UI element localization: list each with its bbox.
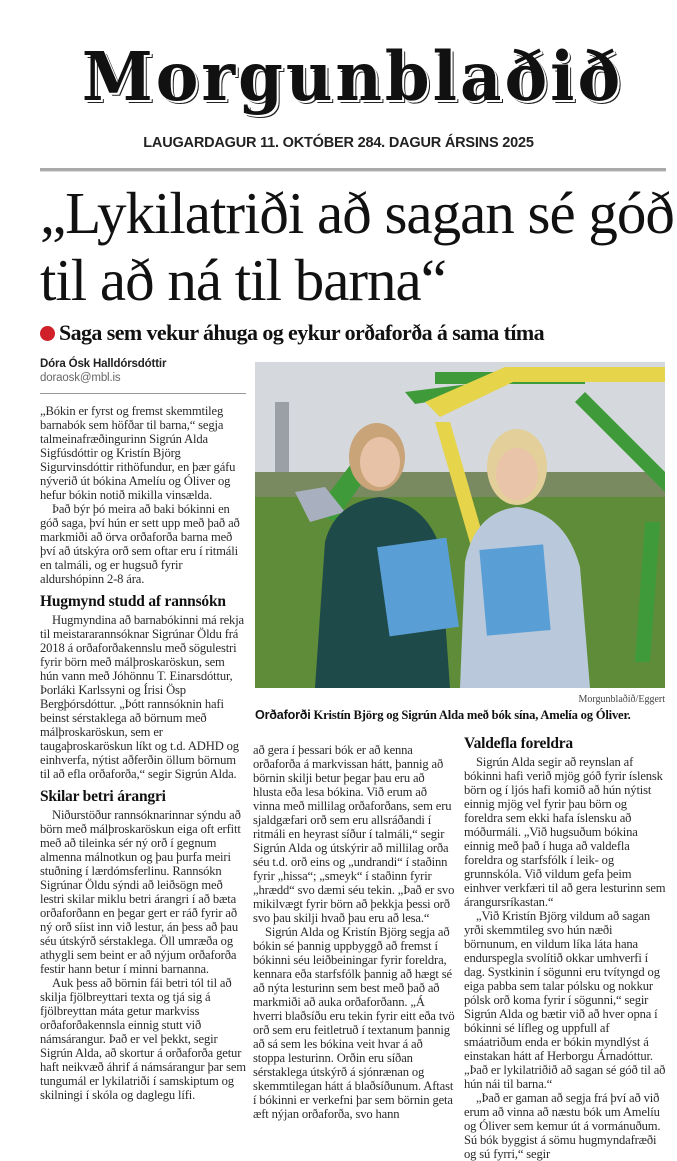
dateline: LAUGARDAGUR 11. OKTÓBER 284. DAGUR ÁRSINS 2025 xyxy=(143,135,534,151)
photo-credit: Morgunblaðið/Eggert xyxy=(578,694,665,705)
caption-text: Kristín Björg og Sigrún Alda með bók sína, Amelía og Óliver. xyxy=(313,708,631,722)
newspaper-logo: Morgunblaðið xyxy=(81,38,624,117)
paragraph: Niðurstöður rannsóknarinnar sýndu að börn með málþroskaröskun eiga oft erfitt með að tileinka sér ný orð í gegnum almenna málnotkun og þau þurfa meiri stuðning í lærdómsferlinu. Rannsókn Sigrúnar Öldu sýndi að leiðsögn með lestri skilar miklu betri árangri í að bæta orðaforðann en þegar gert er ráð fyrir að ný orð síist inn við lestur, án þess að þau séu útskýrð sérstaklega. Öll umræða og athygli sem beint er að nýjum orðaforða festir hann betur í minni barnanna. xyxy=(40,808,241,976)
section-heading: Hugmynd studd af rannsókn xyxy=(40,593,226,610)
photo-illustration xyxy=(255,362,665,688)
article-photo xyxy=(255,362,665,688)
article-column-3 xyxy=(464,728,667,1161)
paragraph: Sigrún Alda segir að reynslan af bókinni hafi verið mjög góð fyrir íslensk börn og í ljós hafi komið að hún nýtist einnig mjög vel fyrir þau börn og foreldra sem ekki hafa íslensku að móðurmáli. „Við hugsuðum bókina einnig með það í huga að valdefla foreldra og starfsfólk í leik- og grunnskóla. Við vildum gefa þeim einhver verkfæri til að gera lesturinn sem árangursríkastan.“ xyxy=(464,755,666,909)
section-heading: Valdefla foreldra xyxy=(464,735,573,752)
section-heading: Skilar betri árangri xyxy=(40,788,166,805)
article-column-2 xyxy=(253,743,456,1121)
article-column-1 xyxy=(40,357,246,1102)
paragraph: Auk þess að börnin fái betri tól til að skilja fjölbreyttari texta og tjá sig á fjölbreyttan máta getur markviss orðaforðakennsla einnig stutt við námsárangur. Það er vel þekkt, segir Sigrún Alda, að skortur á orðaforða getur haft neikvæð áhrif á námsárangur þar sem tungumál er lykilatriði í samskiptum og skilningi í skóla og daglegu lífi. xyxy=(40,976,246,1102)
paragraph: „Það er gaman að segja frá því að við erum að vinna að næstu bók um Amelíu og Óliver sem kemur út á vormánuðum. Sú bók byggist á sömu hugmyndafræði og sú fyrri,“ segir xyxy=(464,1091,661,1161)
photo-caption xyxy=(255,708,675,723)
paragraph: „Bókin er fyrst og fremst skemmtileg barnabók sem höfðar til barna,“ segja talmeinafræðingurinn Sigrún Alda Sigfúsdóttir og Kristín Björg Sigurvinsdóttir rithöfundur, en þær gáfu nýverið út bókina Amelíu og Óliver og hefur bókin notið mikilla vinsælda. xyxy=(40,404,236,502)
paragraph: Sigrún Alda og Kristín Björg segja að bókin sé þannig uppbyggð að fremst í bókinni séu leiðbeiningar fyrir foreldra, kennara eða starfsfólk þannig að hægt sé að nýta lesturinn sem best með það að markmiði að auka orðaforðann. „Á hverri blaðsíðu eru tekin fyrir eitt eða tvö orð sem eru feitletruð í textanum þannig að sá sem les bókina veit hvar á að stoppa lesturinn. Orðin eru síðan sérstaklega útskýrð á sjónrænan og skemmtilegan hátt á blaðsíðunum. Aftast í bókinni er verkefni þar sem börnin geta æft nýjan orðaforða, svo hann xyxy=(253,925,455,1121)
subheadline xyxy=(40,320,677,346)
divider xyxy=(40,168,666,172)
paragraph: Það býr þó meira að baki bókinni en góð saga, því hún er sett upp með það að markmiði að örva orðaforða barna með því að útskýra orð sem oftar eru í ritmáli en talmáli, og er hugsuð fyrir aldurshópinn 2-8 ára. xyxy=(40,502,240,586)
author-email[interactable]: doraosk@mbl.is xyxy=(40,372,121,384)
divider xyxy=(40,393,246,394)
headline: „Lykilatriði að sagan sé góð til að ná til barna“ xyxy=(40,180,674,313)
subheadline-text: Saga sem vekur áhuga og eykur orðaforða á sama tíma xyxy=(59,320,544,345)
bullet-icon xyxy=(40,326,55,341)
paragraph: „Við Kristín Björg vildum að sagan yrði skemmtileg svo hún næði börnunum, en vildum líka láta hana endurspegla svolítið okkar umhverfi í dag. Systkinin í sögunni eru tvítyngd og eiga pabba sem talar pólsku og nokkur pólsk orð koma fyrir í sögunni,“ segir Sigrún Alda og bætir við að hver opna í bókinni sé lífleg og uppfull af smáatriðum enda er bókin myndlýst á einstakan hátt af Herborgu Árnadóttur. „Það er lykilatriðið að sagan sé góð til að hún nái til barna.“ xyxy=(464,909,666,1091)
paragraph: Hugmyndina að barnabókinni má rekja til meistararannsóknar Sigrúnar Öldu frá 2018 á orðaforðakennslu með sögulestri fyrir börn með málþroskaröskun, sem hún vann með Jóhönnu T. Einarsdóttur, Þorláki Karlssyni og Írisi Ösp Bergþórsdóttur. „Þótt rannsóknin hafi beinst sérstaklega að börnum með málþroskaröskun, sem er taugaþroskaröskun líkt og t.d. ADHD og einhverfa, nýtist aðferðin öllum börnum til að efla orðaforða,“ segir Sigrún Alda. xyxy=(40,613,244,781)
author-name: Dóra Ósk Halldórsdóttir xyxy=(40,358,167,370)
paragraph: að gera í þessari bók er að kenna orðaforða á markvissan hátt, þannig að börnin skilji betur þegar þau eru að hlusta eða lesa bókina. Við erum að vinna með millilag orðaforðans, sem eru sjaldgæfari orð sem eru allsráðandi í ritmáli en heyrast síður í talmáli,“ segir Sigrún Alda og útskýrir að millilag orða séu t.d. orð eins og „undrandi“ í staðinn fyrir „hissa“; „smeyk“ í staðinn fyrir „hrædd“ svo dæmi séu tekin. „Það er svo mikilvægt fyrir börn að þekkja þessi orð svo þau skilji hvað þau eru að lesa.“ xyxy=(253,743,455,925)
caption-lead: Orðaforði xyxy=(255,708,311,722)
